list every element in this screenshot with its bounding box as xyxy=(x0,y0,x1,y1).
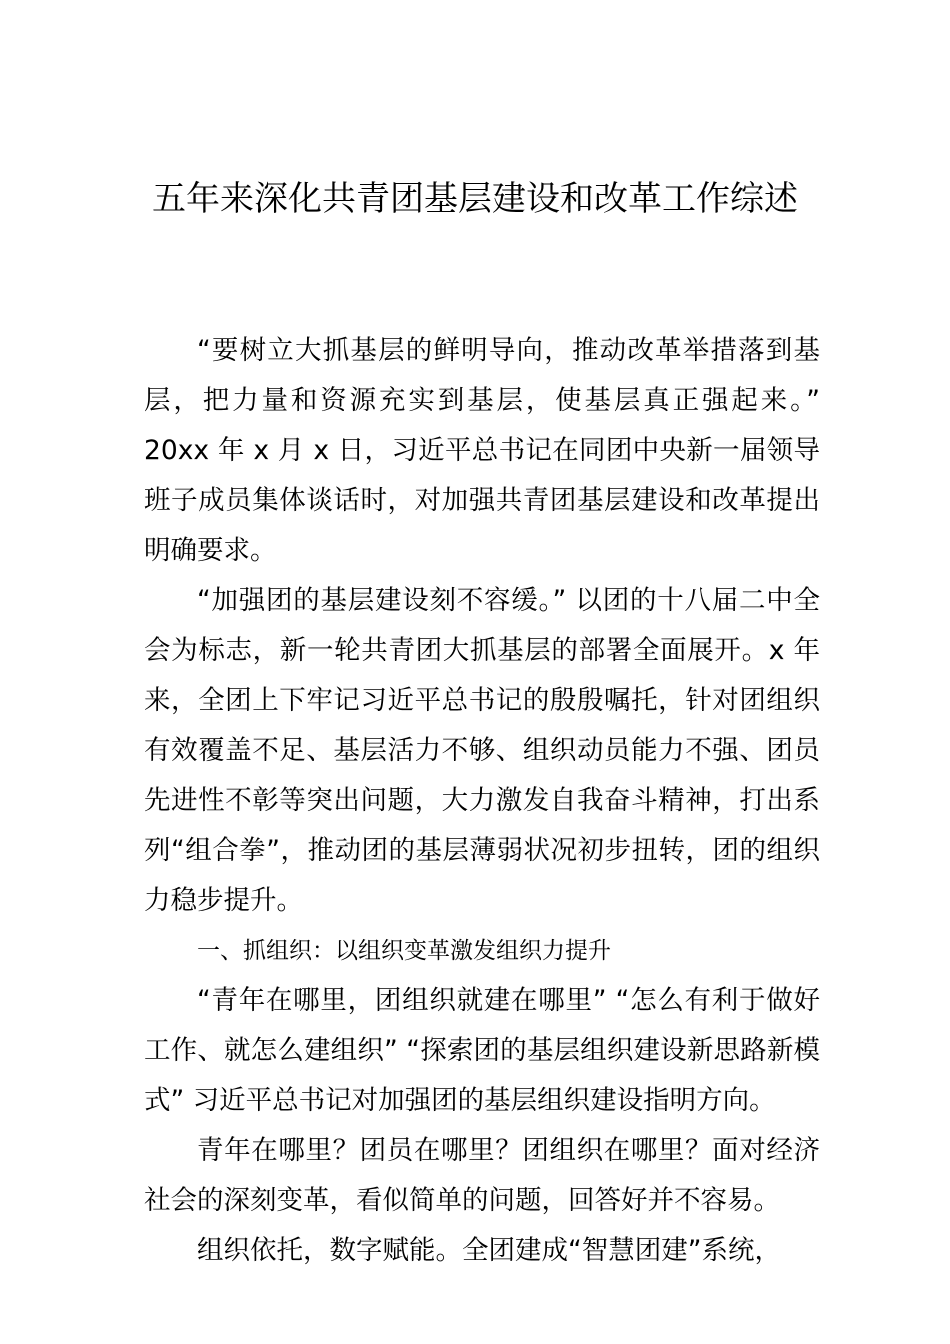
document-title: 五年来深化共青团基层建设和改革工作综述 xyxy=(152,179,798,219)
paragraph-2: “加强团的基层建设刻不容缓。” 以团的十八届二中全会为标志，新一轮共青团大抓基层的部署全面展开。x 年来，全团上下牢记习近平总书记的殷殷嘱托，针对团组织有效覆盖不足、基层活力不够、组织动员能力不强、团员先进性不彰等突出问题，大力激发自我奋斗精神，打出系列“组合拳”，推动团的基层薄弱状况初步扭转，团的组织力稳步提升。 xyxy=(144,585,820,916)
paragraph-3: “青年在哪里，团组织就建在哪里” “怎么有利于做好工作、就怎么建组织” “探索团的基层组织建设新思路新模式” 习近平总书记对加强团的基层组织建设指明方向。 xyxy=(144,985,820,1116)
paragraph-5: 组织依托，数字赋能。全团建成“智慧团建”系统， xyxy=(197,1235,781,1266)
paragraph-1: “要树立大抓基层的鲜明导向，推动改革举措落到基层，把力量和资源充实到基层，使基层真正强起来。” 20xx 年 x 月 x 日，习近平总书记在同团中央新一届领导班子成员集体谈话时，对加强共青团基层建设和改革提出明确要求。 xyxy=(144,335,820,566)
document-body xyxy=(144,326,820,1276)
paragraph-4: 青年在哪里？团员在哪里？团组织在哪里？面对经济社会的深刻变革，看似简单的问题，回答好并不容易。 xyxy=(144,1135,820,1216)
section-heading-1: 一、抓组织：以组织变革激发组织力提升 xyxy=(197,938,611,964)
